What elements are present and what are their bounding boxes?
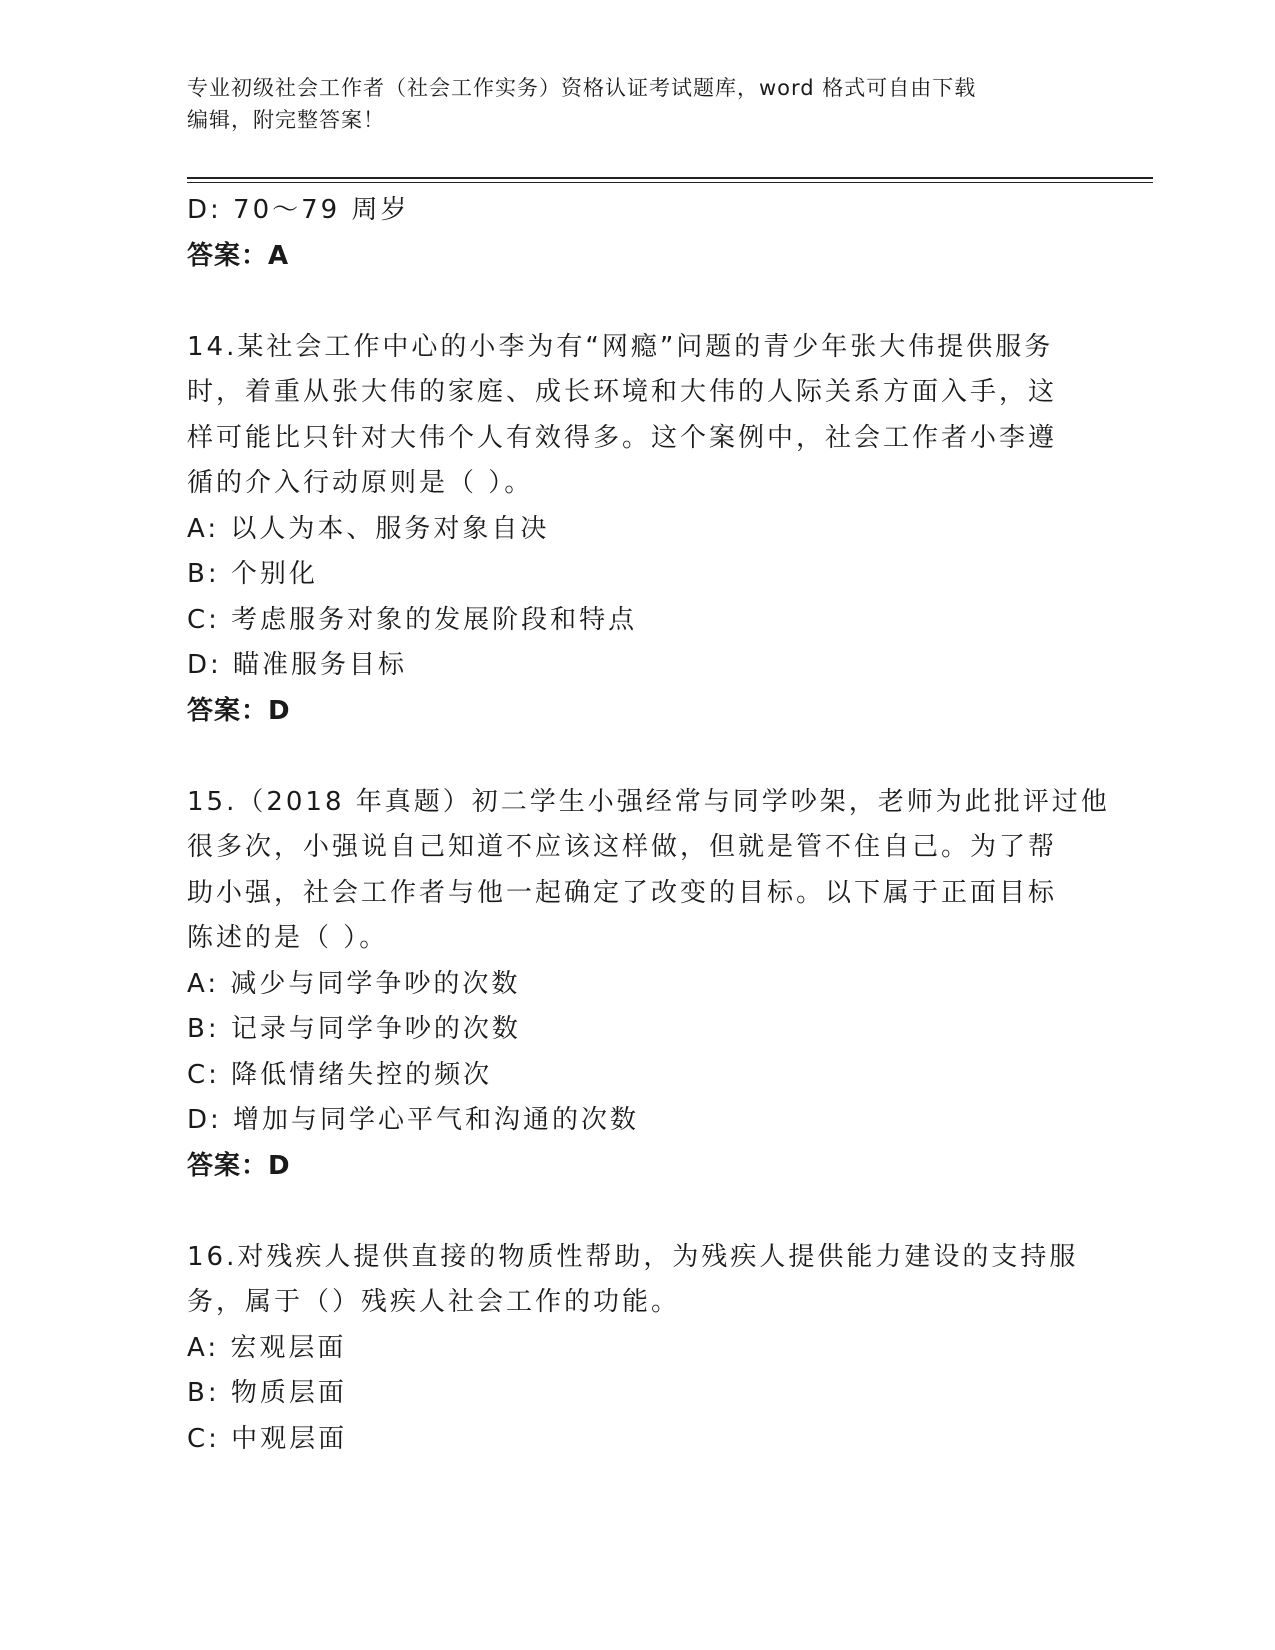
question-text-line: 务，属于（）残疾人社会工作的功能。 xyxy=(187,1287,681,1317)
option-c: C: 考虑服务对象的发展阶段和特点 xyxy=(187,604,638,635)
option-a: A: 以人为本、服务对象自决 xyxy=(187,513,550,544)
question-text-line: 样可能比只针对大伟个人有效得多。这个案例中，社会工作者小李遵 xyxy=(187,422,1058,453)
option-d: D: 增加与同学心平气和沟通的次数 xyxy=(187,1105,640,1135)
question-text-line: 循的介入行动原则是（ ）。 xyxy=(187,468,534,498)
question-text-line: 陈述的是（ ）。 xyxy=(187,923,389,953)
option-b: B: 记录与同学争吵的次数 xyxy=(187,1014,521,1044)
question-text-line: 14.某社会工作中心的小李为有“网瘾”问题的青少年张大伟提供服务 xyxy=(187,331,1054,362)
question-text-line: 时，着重从张大伟的家庭、成长环境和大伟的人际关系方面入手，这 xyxy=(187,377,1058,407)
question-14 xyxy=(187,325,1087,735)
option-b: B: 物质层面 xyxy=(187,1378,347,1408)
spacer xyxy=(187,279,1087,325)
question-text-line: 助小强，社会工作者与他一起确定了改变的目标。以下属于正面目标 xyxy=(187,877,1058,908)
spacer xyxy=(187,1189,1087,1235)
answer-line: 答案：D xyxy=(187,695,291,726)
question-15 xyxy=(187,780,1110,1190)
option-c: C: 中观层面 xyxy=(187,1423,348,1454)
answer-line: 答案：D xyxy=(187,1150,291,1181)
option-a: A: 宏观层面 xyxy=(187,1332,347,1363)
spacer xyxy=(187,734,1087,780)
document-body xyxy=(187,188,1110,1462)
option-d: D: 70～79 周岁 xyxy=(187,195,410,225)
answer-line: 答案：A xyxy=(187,240,290,271)
document-header xyxy=(187,72,1067,136)
header-divider-thin xyxy=(187,182,1153,183)
question-16 xyxy=(187,1235,1087,1463)
option-a: A: 减少与同学争吵的次数 xyxy=(187,968,521,999)
question-text-line: 16.对残疾人提供直接的物质性帮助，为残疾人提供能力建设的支持服 xyxy=(187,1241,1079,1272)
header-line-2: 编辑，附完整答案！ xyxy=(187,108,385,132)
option-b: B: 个别化 xyxy=(187,559,318,589)
option-d: D: 瞄准服务目标 xyxy=(187,650,408,680)
header-line-1: 专业初级社会工作者（社会工作实务）资格认证考试题库，word 格式可自由下载 xyxy=(187,76,977,100)
question-text-line: 15.（2018 年真题）初二学生小强经常与同学吵架，老师为此批评过他 xyxy=(187,786,1110,817)
header-divider-thick xyxy=(187,177,1153,179)
question-text-line: 很多次，小强说自己知道不应该这样做，但就是管不住自己。为了帮 xyxy=(187,832,1058,862)
option-c: C: 降低情绪失控的频次 xyxy=(187,1059,493,1090)
